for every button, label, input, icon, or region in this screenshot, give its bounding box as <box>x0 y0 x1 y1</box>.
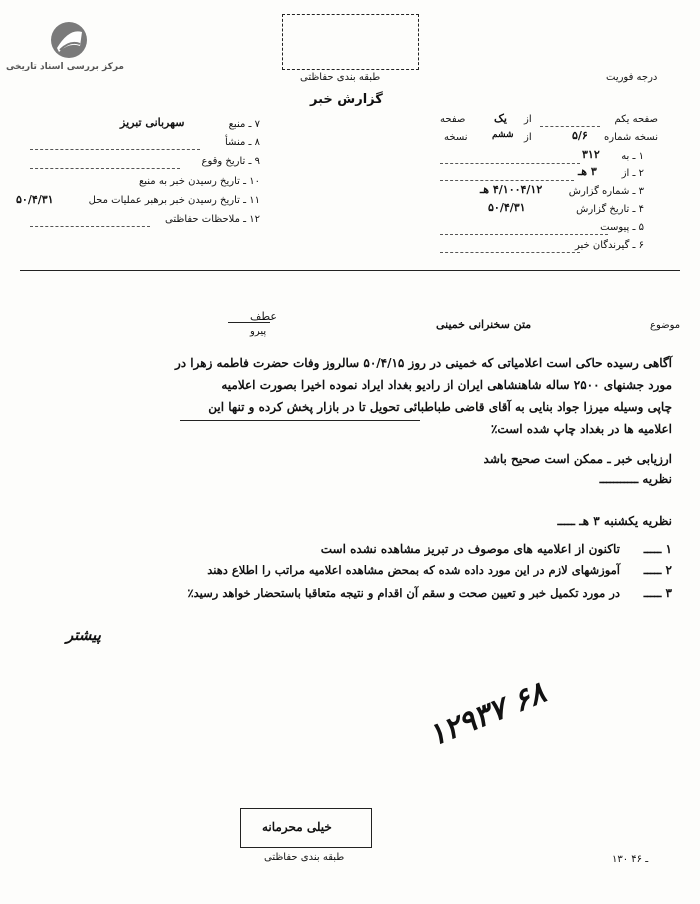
item-1-number: ۱ ـــــ <box>643 542 672 556</box>
ref-label: عطف <box>250 310 277 323</box>
item-3-number: ۳ ـــــ <box>643 586 672 600</box>
item-2-text: آموزشهای لازم در این مورد داده شده که بمحض مشاهده اعلامیه مراتب را اطلاع دهند <box>207 563 620 577</box>
assessment-line: ارزیابی خبر ـ ممکن است صحیح باشد <box>483 452 672 466</box>
body-underline <box>180 420 420 421</box>
report-date-value: ۵۰/۴/۳۱ <box>488 201 526 214</box>
footer-stamp-text: خیلی محرمانه <box>262 820 332 834</box>
page-suffix: صفحه <box>440 114 466 125</box>
page-title: گزارش خبر <box>310 92 383 107</box>
urgency-label: درجه فوریت <box>606 72 658 83</box>
from-label: ۲ ـ از <box>621 168 644 179</box>
footer-classification-label: طبقه بندی حفاظتی <box>264 852 345 863</box>
final-opinion-line: نظریه یکشنبه ۳ هـ ـــــ <box>557 514 672 528</box>
top-stamp-box <box>282 14 419 70</box>
page-of-value: یک <box>494 112 507 125</box>
form-number: ۱۳۰ ـ ۴۶ <box>612 854 649 865</box>
subject-value: متن سخنرانی خمینی <box>436 318 532 331</box>
item-2-number: ۲ ـــــ <box>643 563 672 577</box>
source-label: ۷ ـ منبع <box>228 119 260 130</box>
ref-divider <box>228 322 270 323</box>
report-date-label: ۴ ـ تاریخ گزارش <box>576 204 644 215</box>
copy-of-value: ششم <box>492 130 514 140</box>
archive-logo-text: مرکز بررسی اسناد تاریخی <box>5 62 124 72</box>
attachment-label: ۵ ـ پیوست <box>600 222 644 233</box>
copy-value: ۵/۶ <box>572 129 588 142</box>
date-received-ops-label: ۱۱ ـ تاریخ رسیدن خبر برهبر عملیات محل <box>88 195 260 206</box>
item-3-text: در مورد تکمیل خبر و تعیین صحت و سقم آن اقدام و نتیجه متعاقبا باستحضار خواهد رسید٪ <box>187 586 620 600</box>
body-line-1: آگاهی رسیده حاکی است اعلامیاتی که خمینی در روز ۵۰/۴/۱۵ سالروز وفات حضرت فاطمه زهرا در <box>174 356 672 370</box>
handwritten-annotation: ۱۲۹۳۷ ۶۸ <box>423 675 551 754</box>
from-value: ۳ هـ <box>578 165 597 178</box>
origin-dots <box>30 149 200 150</box>
copy-of-label: از <box>524 132 532 143</box>
remarks-dots <box>30 226 150 227</box>
page-dots <box>540 126 600 127</box>
to-label: ۱ ـ به <box>621 151 644 162</box>
date-received-source-label: ۱۰ ـ تاریخ رسیدن خبر به منبع <box>138 176 260 187</box>
report-no-label: ۳ ـ شماره گزارش <box>568 186 644 197</box>
body-line-4: اعلامیه ها در بغداد چاپ شده است٪ <box>490 422 672 436</box>
ref-sub-label: پیرو <box>250 326 267 337</box>
page-of-label: از <box>524 114 532 125</box>
report-no-value: ۴/۱۰۰۴/۱۲ هـ <box>480 183 543 196</box>
remarks-label: ۱۲ ـ ملاحظات حفاظتی <box>165 214 260 225</box>
origin-label: ۸ ـ منشأ <box>224 137 260 148</box>
date-received-ops-value: ۵۰/۴/۳۱ <box>16 193 54 206</box>
from-dots <box>440 180 574 181</box>
to-dots <box>440 163 580 164</box>
archive-logo <box>5 18 124 78</box>
page-label: صفحه یکم <box>614 114 658 125</box>
date-occurrence-label: ۹ ـ تاریخ وقوع <box>201 156 260 167</box>
body-line-2: مورد جشنهای ۲۵۰۰ ساله شاهنشاهی ایران از رادیو بغداد ایراد نموده اخیرا بصورت اعلامیه <box>221 378 672 392</box>
copy-label: نسخه شماره <box>604 132 658 143</box>
attachment-dots <box>440 234 608 235</box>
copy-suffix: نسخه <box>444 132 468 143</box>
signature: پیشتر <box>66 626 101 644</box>
classification-label: طبقه بندی حفاظتی <box>300 72 381 83</box>
recipients-label: ۶ ـ گیرندگان خبر <box>574 240 644 251</box>
source-value: سهربانی تبریز <box>120 116 185 129</box>
recipients-dots <box>440 252 580 253</box>
opinion-line: نظریه ـــــــــــ <box>599 472 672 486</box>
to-value: ۳۱۲ <box>582 148 600 161</box>
item-1-text: تاکنون از اعلامیه های موصوف در تبریز مشاهده نشده است <box>320 542 620 556</box>
date-occurrence-dots <box>30 168 180 169</box>
subject-label: موضوع <box>650 320 681 331</box>
body-line-3: چاپی وسیله میرزا جواد بنایی به آقای قاضی طباطبائی تحویل تا در بازار پخش کرده و تنها این <box>208 400 672 414</box>
header-divider <box>20 270 680 271</box>
